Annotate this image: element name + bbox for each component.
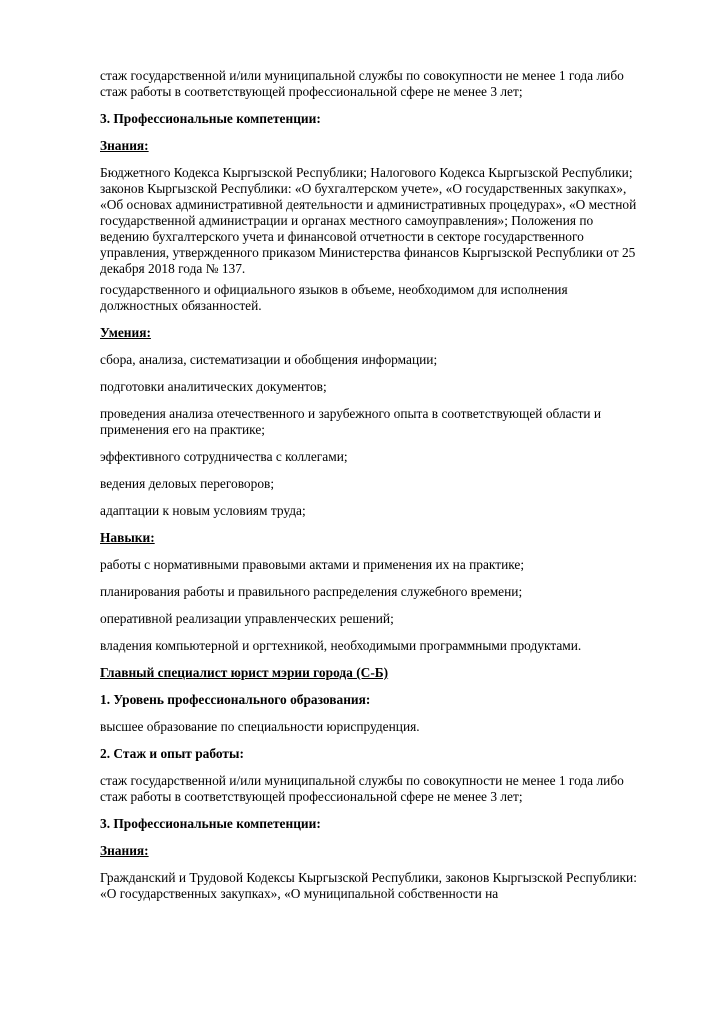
skill-item: эффективного сотрудничества с коллегами; (100, 449, 348, 464)
section-heading-education: 1. Уровень профессионального образования: (100, 692, 371, 707)
languages-paragraph: государственного и официального языков в объеме, необходимом для исполнения должностных обязанностей. (100, 282, 568, 313)
subheading-skills: Умения: (100, 325, 151, 340)
section-heading-competencies-2: 3. Профессиональные компетенции: (100, 816, 321, 831)
skill-item: проведения анализа отечественного и зарубежного опыта в соответствующей области и применения его на практике; (100, 406, 602, 437)
ability-item: оперативной реализации управленческих решений; (100, 611, 394, 626)
subheading-abilities: Навыки: (100, 530, 155, 545)
skill-item: подготовки аналитических документов; (100, 379, 327, 394)
experience-paragraph-2: стаж государственной и/или муниципальной службы по совокупности не менее 1 года либо стаж работы в соответствующей профессиональной сфере не менее 3 лет; (100, 773, 624, 804)
ability-item: работы с нормативными правовыми актами и применения их на практике; (100, 557, 525, 572)
section-heading-competencies: 3. Профессиональные компетенции: (100, 111, 321, 126)
knowledge-paragraph: Бюджетного Кодекса Кыргызской Республики; Налогового Кодекса Кыргызской Республики; законов Кыргызской Республики: «О бухгалтерском учете», «О государственных закупках», «Об основах административной деятельности и административных процедурах», «О местной государственной администрации и органах местного самоуправления»; Положения по ведению бухгалтерского учета и финансовой отчетности в секторе государственного управления, утвержденного приказом Министерства финансов Кыргызской Республики от 25 декабря 2018 года № 137. (100, 165, 637, 276)
education-paragraph: высшее образование по специальности юриспруденция. (100, 719, 420, 734)
skill-item: сбора, анализа, систематизации и обобщения информации; (100, 352, 438, 367)
subheading-knowledge-2: Знания: (100, 843, 149, 858)
section-heading-experience: 2. Стаж и опыт работы: (100, 746, 244, 761)
subheading-knowledge: Знания: (100, 138, 149, 153)
experience-paragraph: стаж государственной и/или муниципальной службы по совокупности не менее 1 года либо стаж работы в соответствующей профессиональной сфере не менее 3 лет; (100, 68, 624, 99)
ability-item: планирования работы и правильного распределения служебного времени; (100, 584, 523, 599)
document-page (100, 68, 640, 913)
knowledge-paragraph-2: Гражданский и Трудовой Кодексы Кыргызской Республики, законов Кыргызской Республики: «О государственных закупках», «О муниципальной собственности на (100, 870, 637, 901)
skill-item: адаптации к новым условиям труда; (100, 503, 306, 518)
skill-item: ведения деловых переговоров; (100, 476, 275, 491)
ability-item: владения компьютерной и оргтехникой, необходимыми программными продуктами. (100, 638, 582, 653)
position-heading: Главный специалист юрист мэрии города (С-Б) (100, 665, 389, 680)
